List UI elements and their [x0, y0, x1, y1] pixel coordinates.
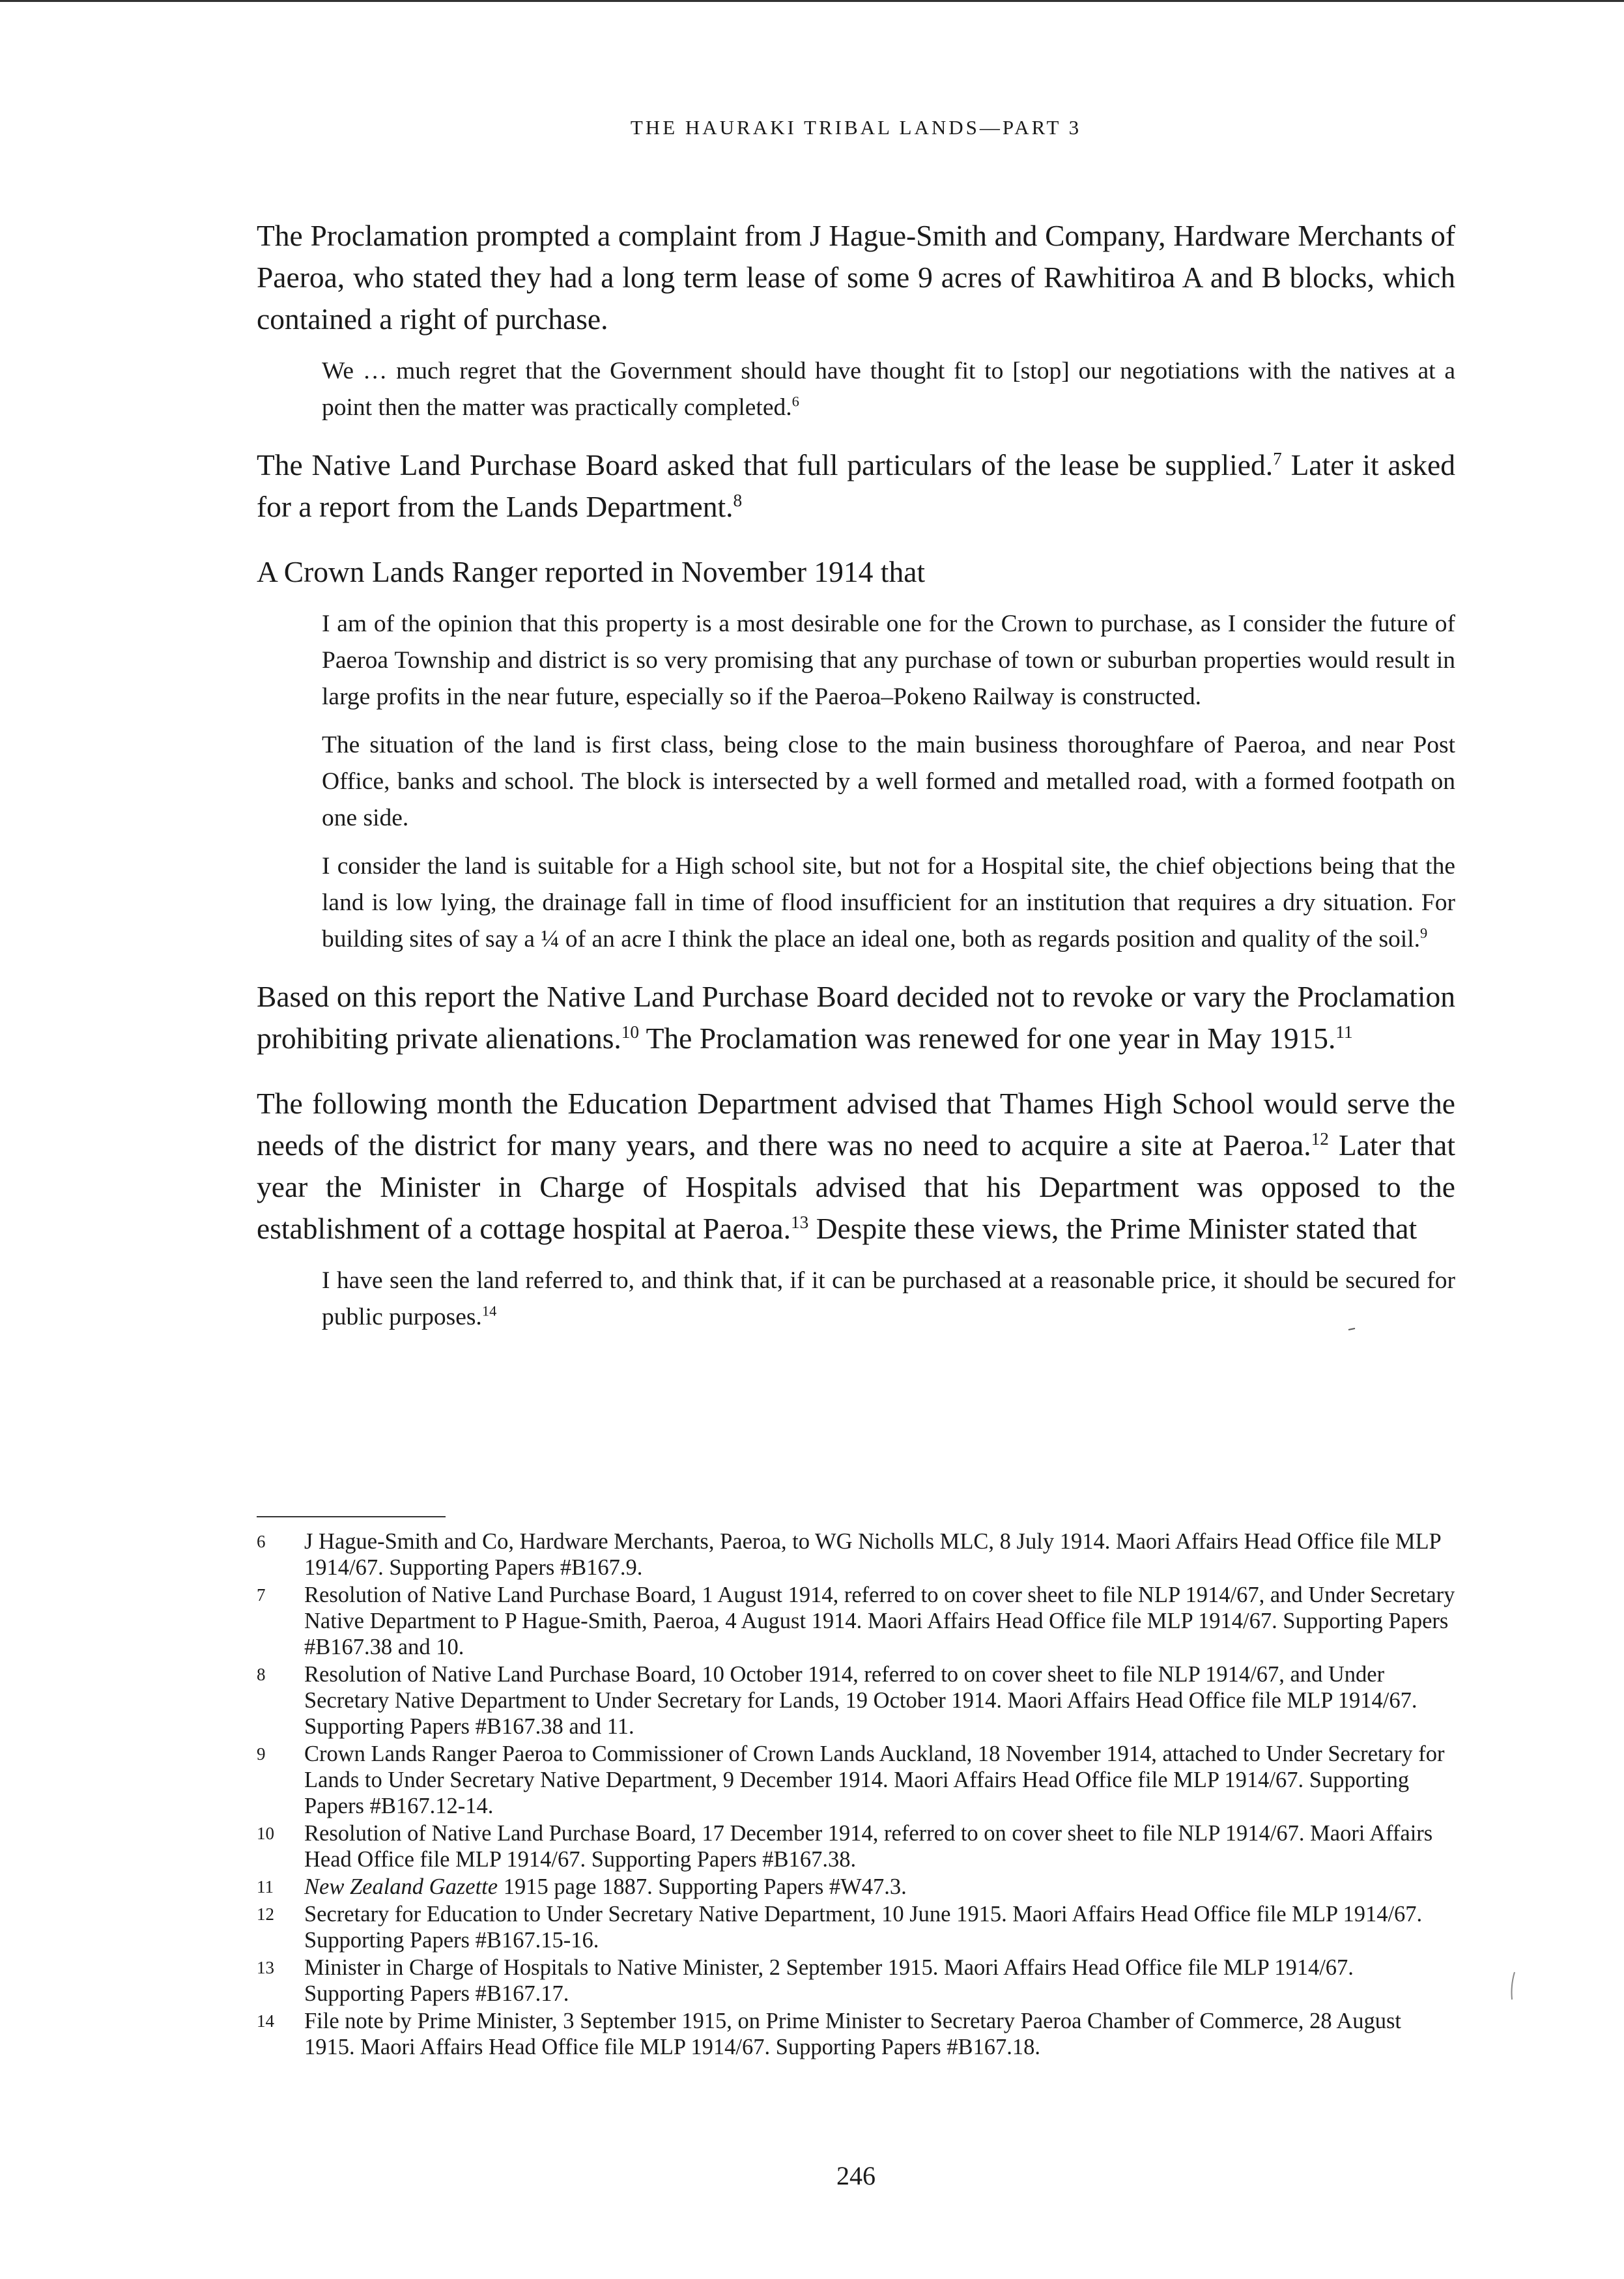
quote-2-para-3: I consider the land is suitable for a High school site, but not for a Hospital site, the chief objections being that the land is low lying, the drainage fall in time of flood insufficient for an institution that requires a dry situation. For building sites of say a ¼ of an acre I think the place an ideal one, both as regards position and quality of the soil.	[322, 853, 1455, 953]
footnote-number: 6	[257, 1532, 266, 1551]
footnote-text: Resolution of Native Land Purchase Board, 1 August 1914, referred to on cover sheet to file NLP 1914/67, and Under Secretary Native Department to P Hague-Smith, Paeroa, 4 August 1914. Maori Affairs Head Office file MLP 1914/67. Supporting Papers #B167.38 and 10.	[304, 1583, 1455, 1659]
paragraph-1-text: The Proclamation prompted a complaint from J Hague-Smith and Company, Hardware Merchants of Paeroa, who stated they had a long term lease of some 9 acres of Rawhitiroa A and B blocks, which contained a right of purchase.	[257, 219, 1455, 336]
paragraph-4	[257, 976, 1455, 1059]
running-header: THE HAURAKI TRIBAL LANDS—PART 3	[630, 116, 1082, 139]
footnote-number: 11	[257, 1877, 274, 1897]
paragraph-3	[257, 551, 1455, 593]
quote-1-text: We … much regret that the Government should have thought fit to [stop] our negotiations with the natives at a point then the matter was practically completed.	[322, 358, 1455, 421]
footnote-ref[interactable]: 10	[621, 1022, 640, 1042]
paragraph-2	[257, 444, 1455, 528]
footnote-number: 7	[257, 1585, 266, 1605]
footnote	[257, 1874, 1455, 1900]
footnote-number: 9	[257, 1744, 266, 1764]
footnote	[257, 1741, 1455, 1819]
stray-mark	[1347, 1326, 1356, 1332]
paragraph-2-text-b: Later it asked for a report from the Lands Department.	[257, 448, 1455, 523]
footnote-text: File note by Prime Minister, 3 September 1915, on Prime Minister to Secretary Paeroa Chamber of Commerce, 28 August 1915. Maori Affairs Head Office file MLP 1914/67. Supporting Papers #B167.18.	[304, 2009, 1402, 2059]
footnote-ref[interactable]: 8	[733, 490, 743, 510]
footnote	[257, 1528, 1455, 1581]
footnote-ref[interactable]: 6	[791, 393, 799, 410]
footnote-number: 12	[257, 1904, 274, 1924]
paragraph-2-text-a: The Native Land Purchase Board asked that full particulars of the lease be supplied.	[257, 448, 1274, 481]
page-number: 246	[836, 2161, 876, 2190]
footnote-text	[304, 1874, 1455, 1900]
quote-2-para-1: I am of the opinion that this property is a most desirable one for the Crown to purchase, as I consider the future of Paeroa Township and district is so very promising that any purchase of town or suburban properties would result in large profits in the near future, especially so if the Paeroa–Pokeno Railway is constructed.	[322, 610, 1455, 710]
paragraph-5-text-a: The following month the Education Department advised that Thames High School would serve the needs of the district for many years, and there was no need to acquire a site at Paeroa.	[257, 1087, 1455, 1162]
publication-title: New Zealand Gazette	[304, 1874, 498, 1899]
footnote-ref[interactable]: 14	[481, 1302, 497, 1319]
block-quote-2	[322, 606, 1455, 958]
footnote-text: Secretary for Education to Under Secretary Native Department, 10 June 1915. Maori Affairs Head Office file MLP 1914/67. Supporting Papers #B167.15-16.	[304, 1902, 1423, 1953]
footnote-ref[interactable]: 7	[1273, 448, 1282, 468]
footnote-ref[interactable]: 12	[1311, 1128, 1329, 1149]
stray-mark	[1508, 1971, 1517, 2001]
footnote-ref[interactable]: 11	[1335, 1022, 1353, 1042]
footnote-ref[interactable]: 9	[1420, 924, 1428, 941]
quote-3-text: I have seen the land referred to, and think that, if it can be purchased at a reasonable price, it should be secured for public purposes.	[322, 1267, 1455, 1330]
footnote	[257, 1955, 1455, 2007]
footnote-text-rest: 1915 page 1887. Supporting Papers #W47.3.	[498, 1874, 907, 1899]
footnote	[257, 1901, 1455, 1953]
paragraph-5-text-b: Later that year the Minister in Charge of Hospitals advised that his Department was opposed to the establishment of a cottage hospital at Paeroa.	[257, 1128, 1455, 1245]
scan-top-edge	[0, 0, 1624, 2]
paragraph-4-text-b: The Proclamation was renewed for one year in May 1915.	[639, 1022, 1336, 1055]
paragraph-3-text: A Crown Lands Ranger reported in November 1914 that	[257, 555, 926, 588]
footnote-number: 10	[257, 1824, 274, 1843]
block-quote-3	[322, 1263, 1455, 1336]
paragraph-1	[257, 215, 1455, 340]
footnote-text: Resolution of Native Land Purchase Board, 17 December 1914, referred to on cover sheet to file NLP 1914/67. Maori Affairs Head Office file MLP 1914/67. Supporting Papers #B167.38.	[304, 1821, 1433, 1872]
footnote-text: Minister in Charge of Hospitals to Native Minister, 2 September 1915. Maori Affairs Head Office file MLP 1914/67. Supporting Papers #B167.17.	[304, 1955, 1354, 2006]
paragraph-5	[257, 1083, 1455, 1250]
footnote-number: 13	[257, 1958, 274, 1977]
footnote	[257, 1820, 1455, 1872]
footnote-ref[interactable]: 13	[791, 1212, 809, 1232]
footnote-text: Resolution of Native Land Purchase Board, 10 October 1914, referred to on cover sheet to file NLP 1914/67, and Under Secretary Native Department to Under Secretary for Lands, 19 October 1914. Maori Affairs Head Office file MLP 1914/67. Supporting Papers #B167.38 and 11.	[304, 1662, 1417, 1739]
paragraph-5-text-c: Despite these views, the Prime Minister stated that	[808, 1212, 1417, 1245]
quote-2-para-2: The situation of the land is first class, being close to the main business thoroughfare of Paeroa, and near Post Office, banks and school. The block is intersected by a well formed and metalled road, with a formed footpath on one side.	[322, 732, 1455, 831]
footnote-text: Crown Lands Ranger Paeroa to Commissioner of Crown Lands Auckland, 18 November 1914, attached to Under Secretary for Lands to Under Secretary Native Department, 9 December 1914. Maori Affairs Head Office file MLP 1914/67. Supporting Papers #B167.12-14.	[304, 1742, 1445, 1818]
footnote-number: 14	[257, 2011, 274, 2031]
body-text	[257, 215, 1455, 1354]
footnote-text: J Hague-Smith and Co, Hardware Merchants, Paeroa, to WG Nicholls MLC, 8 July 1914. Maori Affairs Head Office file MLP 1914/67. Supporting Papers #B167.9.	[304, 1529, 1441, 1580]
paragraph-4-text-a: Based on this report the Native Land Purchase Board decided not to revoke or vary the Proclamation prohibiting private alienations.	[257, 980, 1455, 1055]
footnote-separator	[257, 1516, 446, 1517]
footnote	[257, 1582, 1455, 1660]
footnote-number: 8	[257, 1665, 266, 1684]
block-quote-1	[322, 353, 1455, 426]
footnote	[257, 1661, 1455, 1740]
footnote	[257, 2008, 1455, 2060]
footnotes	[257, 1528, 1455, 2061]
